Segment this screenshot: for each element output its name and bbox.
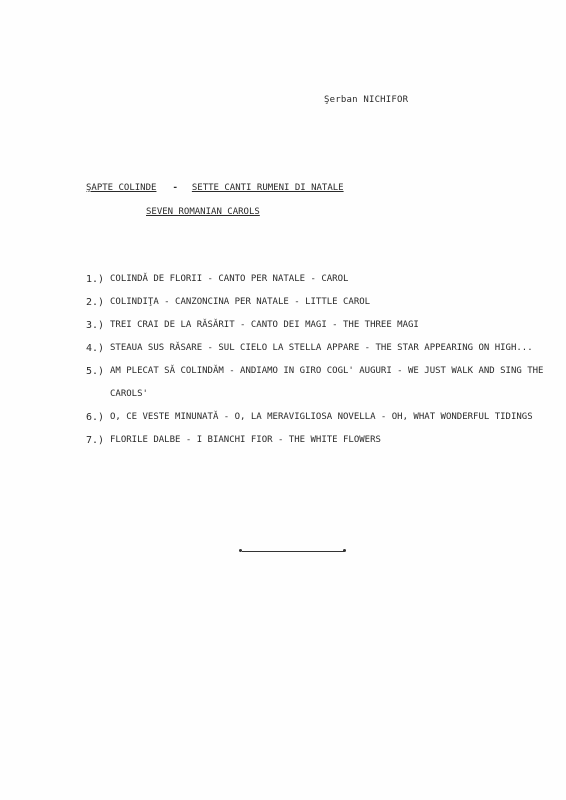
list-item [86,360,556,406]
item-text: TREI CRAI DE LA RĂSĂRIT - CANTO DEI MAGI - THE THREE MAGI [110,320,419,330]
title-romanian: ŞAPTE COLINDE [86,183,157,193]
title-dash: - [172,183,178,193]
item-number: 4.) [86,343,105,354]
item-number: 6.) [86,412,105,423]
item-number: 2.) [86,297,105,308]
item-text: STEAUA SUS RĂSARE - SUL CIELO LA STELLA APPARE - THE STAR APPEARING ON HIGH... [110,343,533,353]
title-line [86,183,344,193]
list-item [86,268,556,291]
carol-list [86,268,556,452]
item-text: AM PLECAT SĂ COLINDĂM - ANDIAMO IN GIRO COGL' AUGURI - WE JUST WALK AND SING THE CAROLS' [110,366,544,399]
list-item [86,291,556,314]
title-english: SEVEN ROMANIAN CAROLS [146,207,260,217]
item-text: FLORILE DALBE - I BIANCHI FIOR - THE WHITE FLOWERS [110,435,381,445]
item-text: COLINDĂ DE FLORII - CANTO PER NATALE - CAROL [110,274,349,284]
item-text: COLINDIŢA - CANZONCINA PER NATALE - LITTLE CAROL [110,297,371,307]
author-name: Şerban NICHIFOR [324,95,409,105]
item-number: 3.) [86,320,105,331]
closing-divider [242,551,344,552]
list-item [86,314,556,337]
item-number: 1.) [86,274,105,285]
title-italian: SETTE CANTI RUMENI DI NATALE [191,183,344,193]
list-item [86,337,556,360]
list-item [86,406,556,429]
list-item [86,429,556,452]
item-number: 5.) [86,366,105,377]
item-number: 7.) [86,435,105,446]
divider-dot-left [239,549,242,552]
divider-dot-right [343,549,346,552]
item-text: O, CE VESTE MINUNATĂ - O, LA MERAVIGLIOSA NOVELLA - OH, WHAT WONDERFUL TIDINGS [110,412,533,422]
